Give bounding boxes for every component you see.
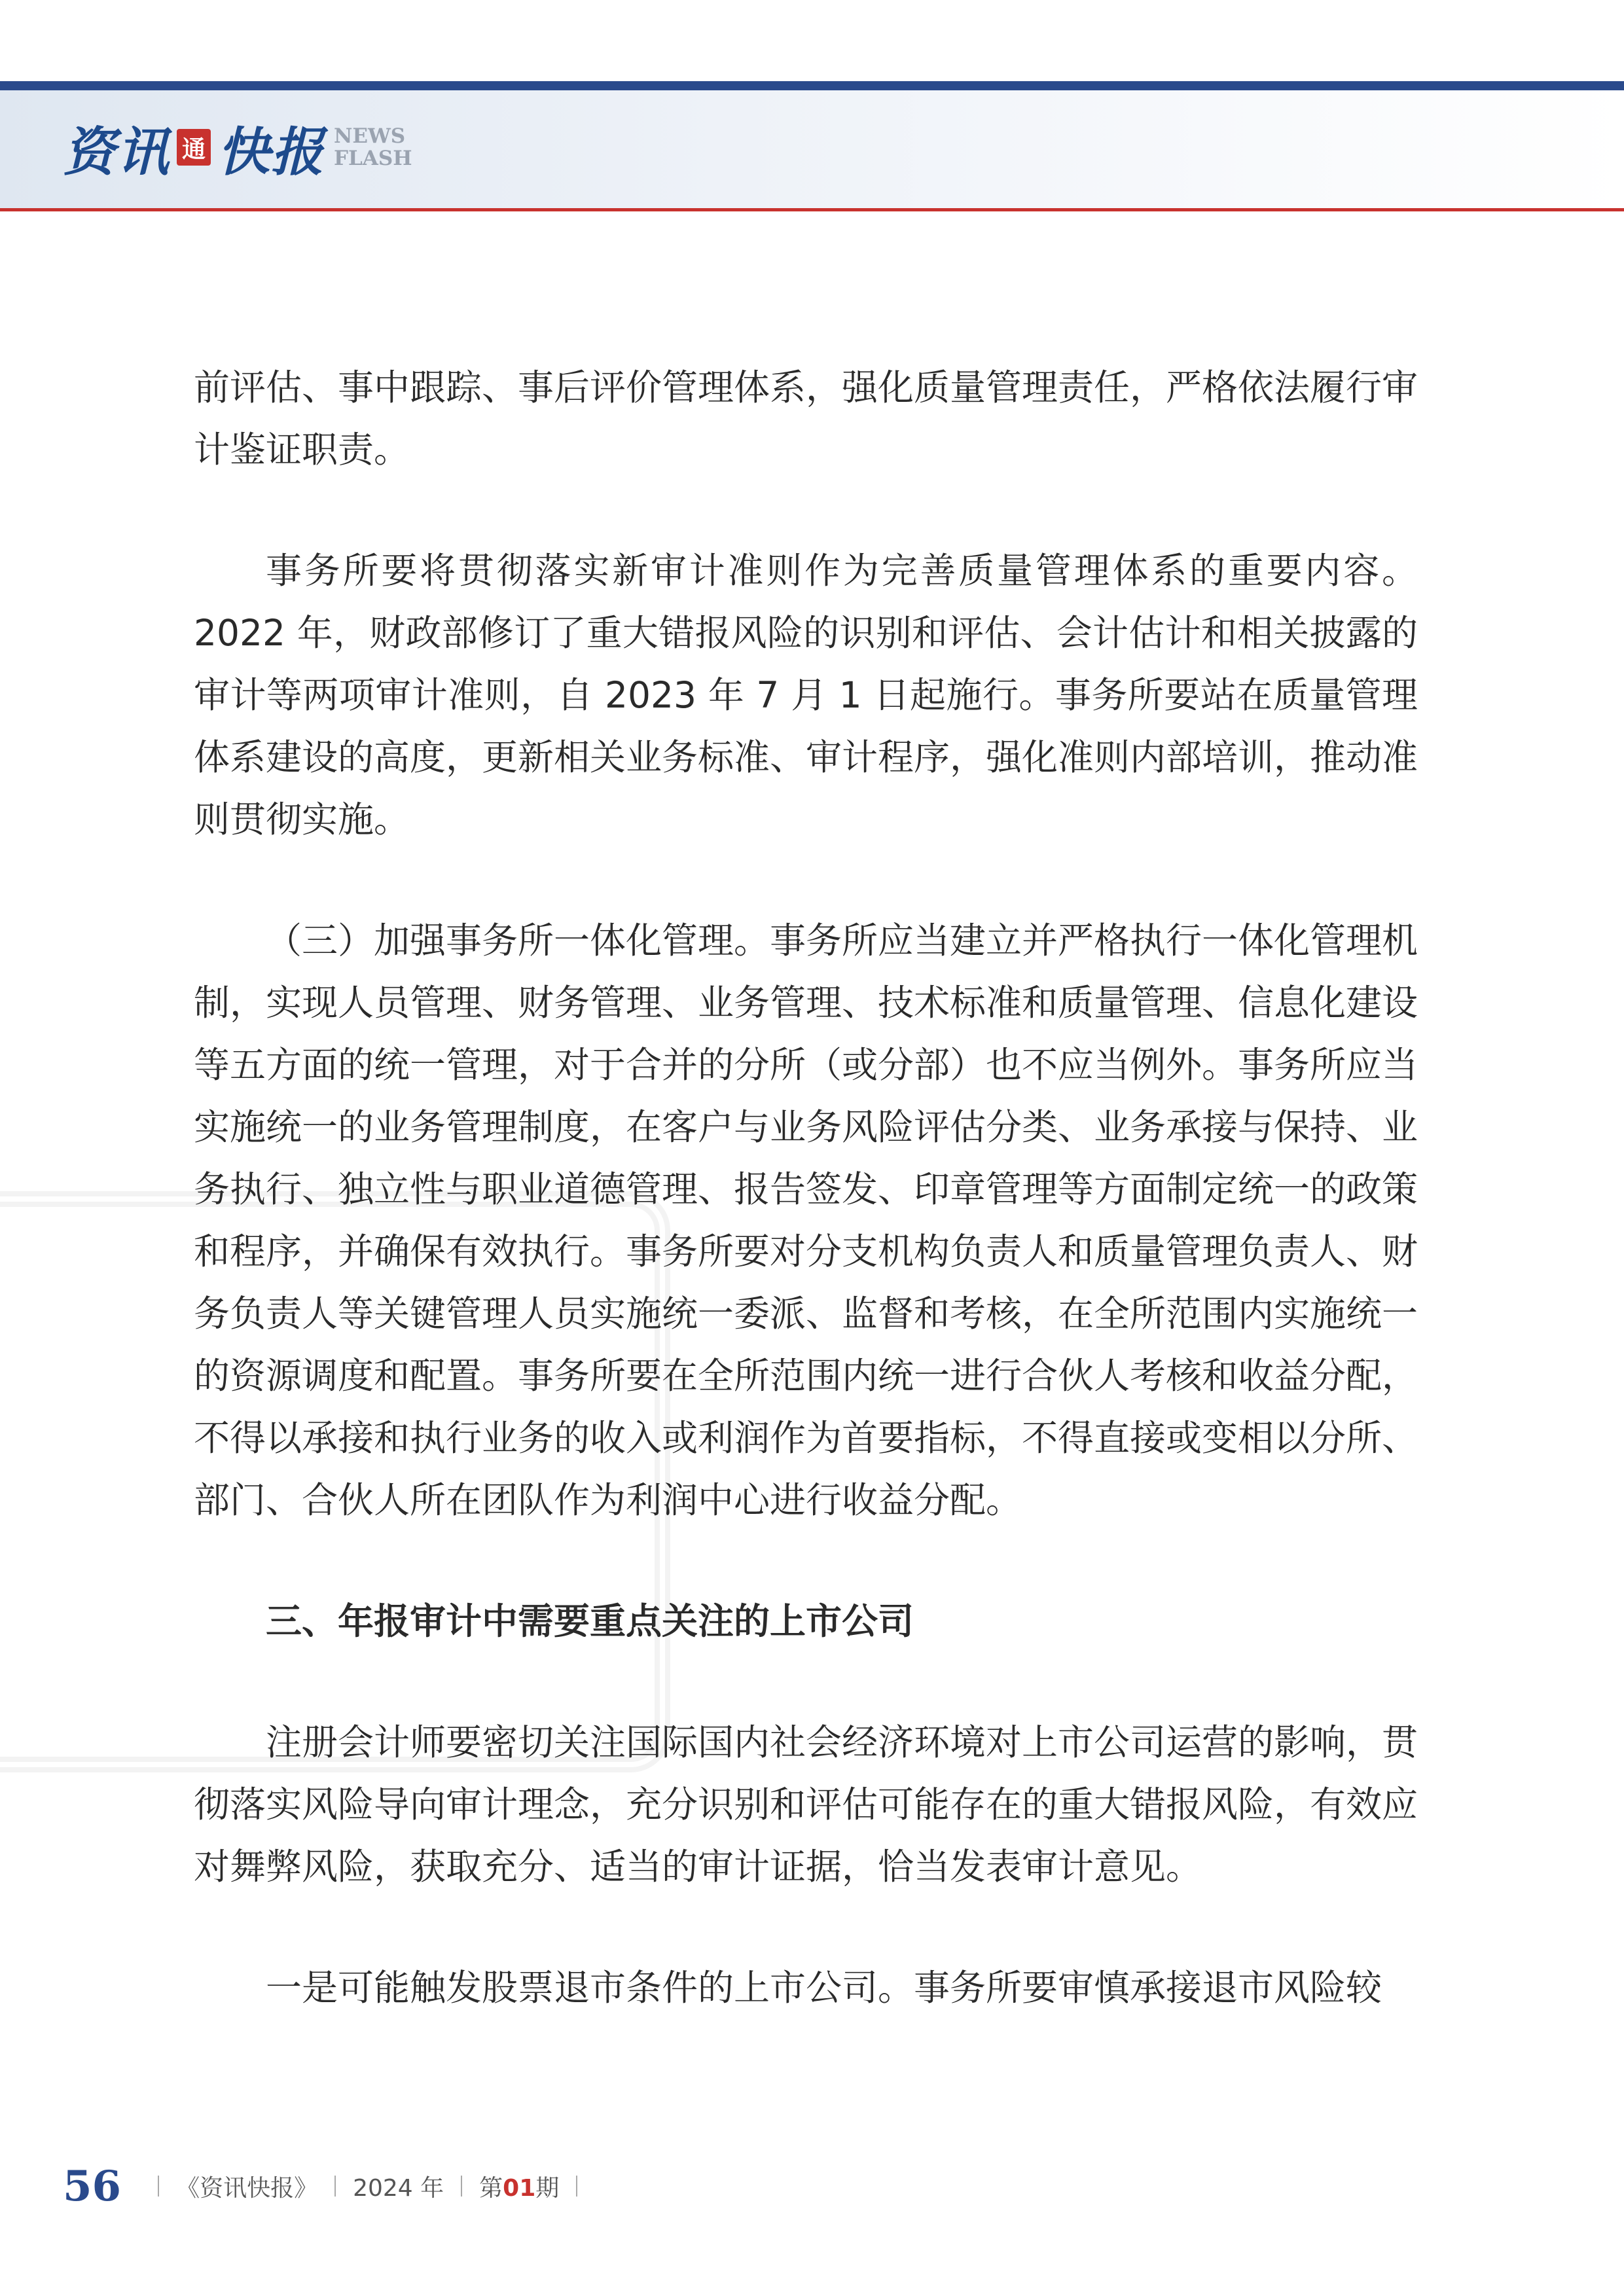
page-footer <box>63 2160 594 2212</box>
brand-sub-line2: FLASH <box>334 147 412 170</box>
seal-icon: 通 <box>177 129 211 166</box>
paragraph-4: 注册会计师要密切关注国际国内社会经济环境对上市公司运营的影响，贯彻落实风险导向审计理念，充分识别和评估可能存在的重大错报风险，有效应对舞弊风险，获取充分、适当的审计证据，恰当发表审计意见。 <box>194 1721 1418 1888</box>
issue-prefix: 第 <box>479 2174 503 2202</box>
article-body <box>194 357 1418 2019</box>
brand-subtitle <box>334 125 412 170</box>
page-number: 56 <box>63 2161 122 2211</box>
section-heading: 三、年报审计中需要重点关注的上市公司 <box>266 1600 914 1642</box>
brand-part2: 快报 <box>217 120 325 183</box>
publication-year: 2024 年 <box>353 2174 444 2202</box>
header-top-bar <box>0 81 1624 90</box>
issue-label <box>479 2170 559 2203</box>
footer-divider <box>576 2176 577 2197</box>
footer-divider <box>158 2176 159 2197</box>
paragraph-5: 一是可能触发股票退市条件的上市公司。事务所要审慎承接退市风险较 <box>266 1967 1382 2009</box>
paragraph-2: 事务所要将贯彻落实新审计准则作为完善质量管理体系的重要内容。2022 年，财政部修订了重大错报风险的识别和评估、会计估计和相关披露的审计等两项审计准则，自 2023 年 7 月 1 日起施行。事务所要站在质量管理体系建设的高度，更新相关业务标准、审计程序，强化准则内部培训，推动准则贯彻实施。 <box>194 550 1418 840</box>
footer-divider <box>334 2176 336 2197</box>
issue-suffix: 期 <box>535 2174 560 2202</box>
paragraph-3: （三）加强事务所一体化管理。事务所应当建立并严格执行一体化管理机制，实现人员管理、财务管理、业务管理、技术标准和质量管理、信息化建设等五方面的统一管理，对于合并的分所（或分部）也不应当例外。事务所应当实施统一的业务管理制度，在客户与业务风险评估分类、业务承接与保持、业务执行、独立性与职业道德管理、报告签发、印章管理等方面制定统一的政策和程序，并确保有效执行。事务所要对分支机构负责人和质量管理负责人、财务负责人等关键管理人员实施统一委派、监督和考核，在全所范围内实施统一的资源调度和配置。事务所要在全所范围内统一进行合伙人考核和收益分配，不得以承接和执行业务的收入或利润作为首要指标，不得直接或变相以分所、部门、合伙人所在团队作为利润中心进行收益分配。 <box>194 920 1418 1521</box>
paragraph-1: 前评估、事中跟踪、事后评价管理体系，强化质量管理责任，严格依法履行审计鉴证职责。 <box>194 367 1418 471</box>
publication-name: 《资讯快报》 <box>176 2174 318 2202</box>
brand-sub-line1: NEWS <box>334 124 406 148</box>
issue-number: 01 <box>503 2174 536 2202</box>
masthead-logo <box>63 111 412 183</box>
footer-divider <box>461 2176 462 2197</box>
brand-part1: 资讯 <box>63 120 170 183</box>
header-red-rule <box>0 208 1624 211</box>
